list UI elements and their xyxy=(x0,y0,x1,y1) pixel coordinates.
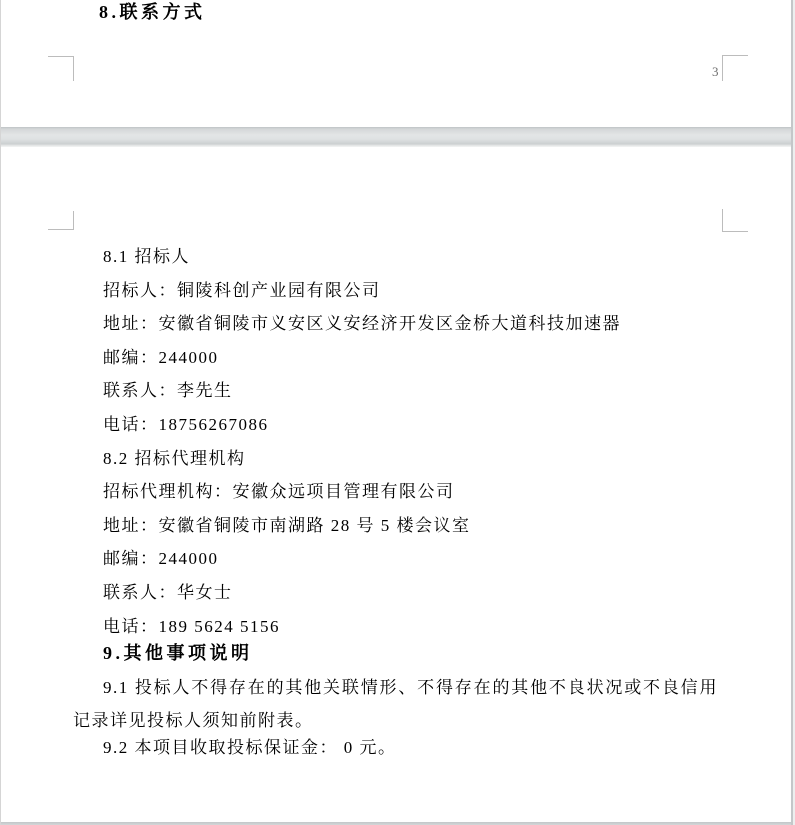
page-3-bottom xyxy=(0,0,791,127)
document-line: 地址：安徽省铜陵市义安区义安经济开发区金桥大道科技加速器 xyxy=(103,314,621,334)
document-line: 邮编：244000 xyxy=(103,347,219,367)
document-body xyxy=(73,240,723,760)
page-left-edge xyxy=(0,0,1,825)
document-line: 电话：189 5624 5156 xyxy=(103,616,280,636)
section-8-heading: 8.联系方式 xyxy=(99,2,206,22)
document-line: 9.1 投标人不得存在的其他关联情形、不得存在的其他不良状况或不良信用记录详见投标人须知前附表。 xyxy=(73,678,718,731)
page-number: 3 xyxy=(712,64,719,79)
crop-mark-top-left xyxy=(48,211,74,230)
document-line: 电话：18756267086 xyxy=(103,414,269,434)
page-right-edge xyxy=(791,0,795,825)
crop-mark-top-right xyxy=(722,209,748,232)
page-4 xyxy=(0,147,791,822)
page-gap-divider xyxy=(0,127,795,147)
crop-mark-bottom-left xyxy=(48,56,74,81)
document-line: 招标人：铜陵科创产业园有限公司 xyxy=(103,280,381,300)
document-line: 招标代理机构：安徽众远项目管理有限公司 xyxy=(103,482,455,502)
document-line: 9.其他事项说明 xyxy=(103,643,253,664)
document-line: 联系人：华女士 xyxy=(103,582,233,602)
crop-mark-bottom-right xyxy=(722,55,748,81)
document-line: 9.2 本项目收取投标保证金： 0 元。 xyxy=(103,738,397,758)
document-line: 地址：安徽省铜陵市南湖路 28 号 5 楼会议室 xyxy=(103,515,471,535)
document-line: 8.2 招标代理机构 xyxy=(103,448,246,468)
document-line: 8.1 招标人 xyxy=(103,247,190,266)
document-line: 联系人：李先生 xyxy=(103,381,233,401)
document-line: 邮编：244000 xyxy=(103,549,219,569)
